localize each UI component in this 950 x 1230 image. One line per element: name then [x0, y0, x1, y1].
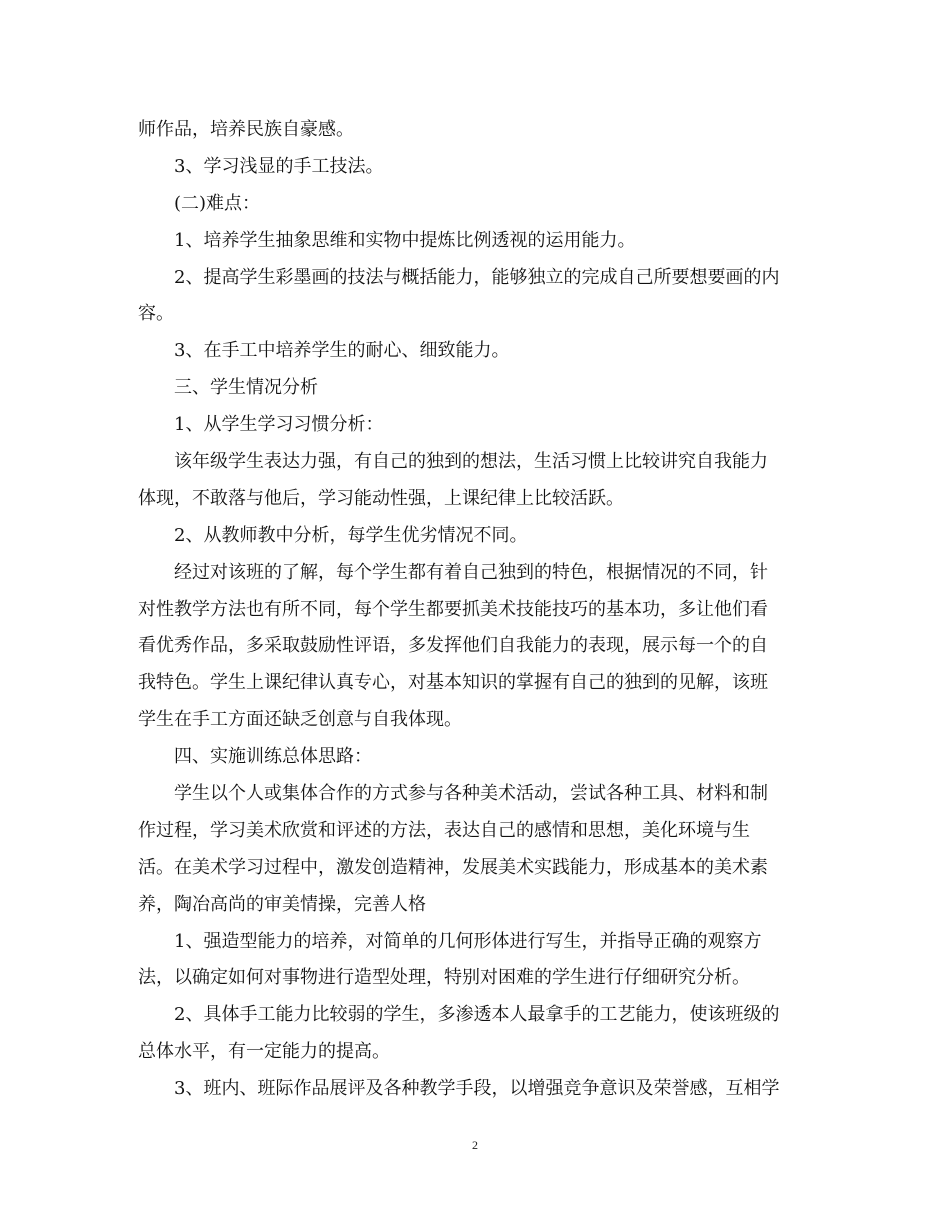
text-line: 我特色。学生上课纪律认真专心，对基本知识的掌握有自己的独到的见解，该班 — [138, 672, 768, 694]
text-line: 经过对该班的了解，每个学生都有着自己独到的特色，根据情况的不同，针 — [174, 561, 768, 583]
text-line: 活。在美术学习过程中，激发创造精神，发展美术实践能力，形成基本的美术素 — [138, 856, 768, 878]
text-line: 1、培养学生抽象思维和实物中提炼比例透视的运用能力。 — [174, 229, 636, 251]
text-line: 作过程，学习美术欣赏和评述的方法，表达自己的感情和思想，美化环境与生 — [138, 819, 750, 841]
text-line: 3、班内、班际作品展评及各种教学手段，以增强竞争意识及荣誉感，互相学 — [174, 1078, 780, 1100]
text-line: 四、实施训练总体思路： — [174, 746, 372, 768]
text-line: 容。 — [138, 303, 174, 325]
text-line: 体现，不敢落与他后，学习能动性强，上课纪律上比较活跃。 — [138, 487, 624, 509]
text-line: 2、从教师教中分析，每学生优劣情况不同。 — [174, 524, 528, 546]
document-body — [138, 112, 813, 1108]
text-line: 3、学习浅显的手工技法。 — [174, 155, 384, 177]
text-line: 1、从学生学习习惯分析： — [174, 414, 384, 436]
text-line: 对性教学方法也有所不同，每个学生都要抓美术技能技巧的基本功，多让他们看 — [138, 598, 768, 620]
text-line: 1、强造型能力的培养，对简单的几何形体进行写生，并指导正确的观察方 — [174, 930, 762, 952]
page-number: 2 — [472, 1138, 478, 1152]
text-line: 该年级学生表达力强，有自己的独到的想法，生活习惯上比较讲究自我能力 — [174, 451, 768, 473]
text-line: 看优秀作品，多采取鼓励性评语，多发挥他们自我能力的表现，展示每一个的自 — [138, 635, 768, 657]
text-line: 2、具体手工能力比较弱的学生，多渗透本人最拿手的工艺能力，使该班级的 — [174, 1004, 780, 1026]
text-line: 学生以个人或集体合作的方式参与各种美术活动，尝试各种工具、材料和制 — [174, 783, 768, 805]
text-line: 师作品，培养民族自豪感。 — [138, 119, 354, 140]
text-line: 总体水平，有一定能力的提高。 — [138, 1041, 390, 1063]
text-line: 养，陶冶高尚的审美情操，完善人格 — [138, 893, 426, 915]
text-line: 2、提高学生彩墨画的技法与概括能力，能够独立的完成自己所要想要画的内 — [174, 266, 780, 288]
text-line: 法，以确定如何对事物进行造型处理，特别对困难的学生进行仔细研究分析。 — [138, 967, 750, 989]
text-line: (二)难点： — [174, 192, 261, 214]
text-line: 三、学生情况分析 — [174, 377, 318, 399]
text-line: 3、在手工中培养学生的耐心、细致能力。 — [174, 340, 510, 362]
text-line: 学生在手工方面还缺乏创意与自我体现。 — [138, 709, 462, 731]
